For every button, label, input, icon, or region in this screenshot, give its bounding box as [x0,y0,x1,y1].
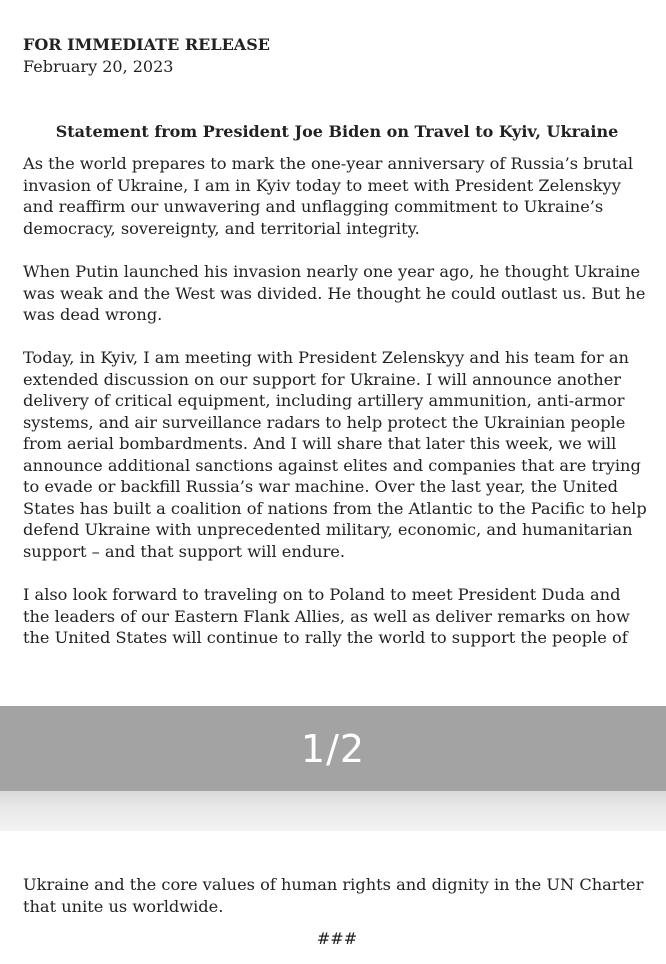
end-mark: ### [316,929,358,948]
page-indicator: 1/2 [300,726,366,771]
paragraph-4: I also look forward to traveling on to Poland to meet President Duda and the leaders of our Eastern Flank Allies, as well as deliver remarks on how the United States will continue to rally the world to support the people of [23,585,630,647]
release-label: FOR IMMEDIATE RELEASE [23,35,270,54]
document-page-2 [0,831,666,964]
release-date: February 20, 2023 [23,57,174,76]
paragraph-4-continuation: Ukraine and the core values of human rights and dignity in the UN Charter that unite us worldwide. [23,875,644,916]
paragraph-1: As the world prepares to mark the one-year anniversary of Russia’s brutal invasion of Ukraine, I am in Kyiv today to meet with President Zelenskyy and reaffirm our unwavering and unflagging commitment to Ukraine’s democracy, sovereignty, and territorial integrity. [23,154,634,238]
paragraph-2: When Putin launched his invasion nearly one year ago, he thought Ukraine was weak and the West was divided. He thought he could outlast us. But he was dead wrong. [23,262,646,324]
paragraph-3: Today, in Kyiv, I am meeting with President Zelenskyy and his team for an extended discussion on our support for Ukraine. I will announce another delivery of critical equipment, including artillery ammunition, anti-armor systems, and air surveillance radars to help protect the Ukrainian people from aerial bombardments. And I will share that later this week, we will announce additional sanctions against elites and companies that are trying to evade or backfill Russia’s war machine. Over the last year, the United States has built a coalition of nations from the Atlantic to the Pacific to help defend Ukraine with unprecedented military, economic, and humanitarian support – and that support will endure. [23,348,647,561]
page-1-bottom-margin [0,664,666,706]
page-indicator-bar [0,706,666,791]
page-separator [0,791,666,831]
statement-title: Statement from President Joe Biden on Travel to Kyiv, Ukraine [55,122,619,141]
